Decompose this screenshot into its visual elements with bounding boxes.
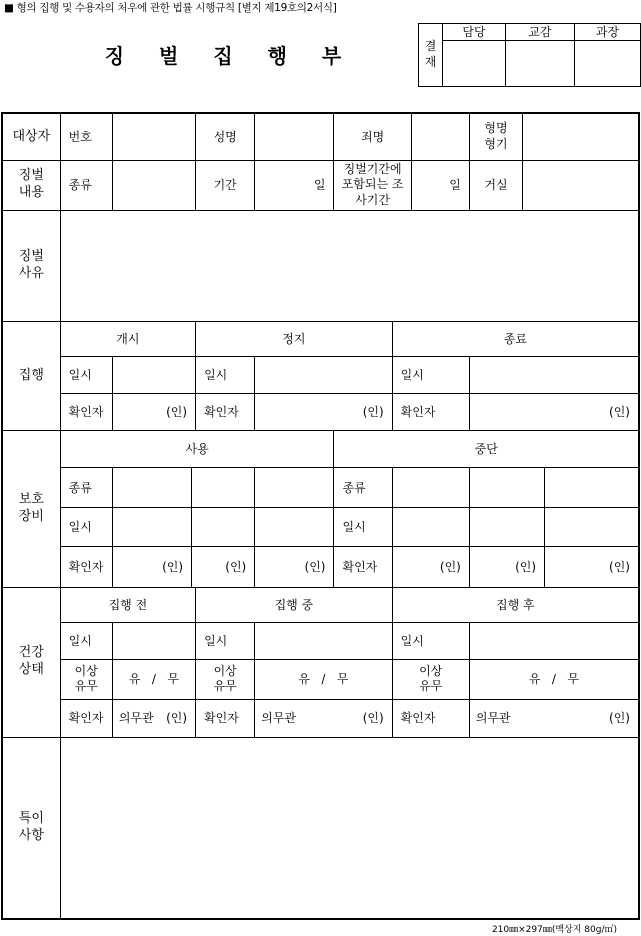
health-col-during: 집행 중	[196, 587, 393, 622]
day-unit-2: 일	[449, 178, 461, 193]
field-number[interactable]	[112, 113, 195, 160]
approval-col-supervisor: 교감	[506, 24, 575, 41]
approval-sign-chief[interactable]	[575, 41, 641, 87]
form-caption: ■ 형의 집행 및 수용자의 처우에 관한 법률 시행규칙 [별지 제19호의2서식]	[4, 2, 337, 14]
prot-use-datetime-2[interactable]	[192, 508, 255, 547]
health-after-datetime[interactable]	[469, 622, 639, 659]
prot-stop-datetime-2[interactable]	[469, 508, 544, 547]
approval-sign-staff[interactable]	[443, 41, 506, 87]
health-before-datetime-label: 일시	[60, 622, 112, 659]
health-after-abnormal-label: 이상 유무	[392, 659, 469, 699]
prot-use-confirmer-1[interactable]	[112, 547, 191, 587]
field-remarks[interactable]	[60, 737, 639, 919]
exec-end-confirmer[interactable]	[469, 394, 639, 431]
day-unit: 일	[313, 178, 326, 193]
seal-mark: (인)	[609, 711, 630, 726]
section-remarks: 특이 사항	[2, 737, 60, 919]
prot-col-stop: 중단	[334, 431, 639, 468]
seal-mark: (인)	[609, 559, 630, 574]
label-included-period: 징벌기간에 포함되는 조 사기간	[334, 160, 411, 210]
prot-use-datetime-1[interactable]	[112, 508, 191, 547]
label-sentence: 형명 형기	[469, 113, 522, 160]
prot-use-type-label: 종류	[60, 468, 112, 508]
field-sentence[interactable]	[523, 113, 639, 160]
exec-suspend-datetime-label: 일시	[196, 357, 255, 394]
exec-end-confirmer-label: 확인자	[392, 394, 469, 431]
prot-use-datetime-label: 일시	[60, 508, 112, 547]
health-before-confirmer-label: 확인자	[60, 699, 112, 737]
prot-stop-type-2[interactable]	[469, 468, 544, 508]
exec-start-confirmer[interactable]	[112, 394, 195, 431]
prot-use-confirmer-2[interactable]	[192, 547, 255, 587]
health-before-yes-no[interactable]: 유 / 무	[112, 659, 195, 699]
execution-record-table	[1, 112, 640, 920]
seal-mark: (인)	[162, 559, 184, 574]
exec-col-start: 개시	[60, 321, 195, 356]
exec-suspend-datetime[interactable]	[255, 357, 392, 394]
section-health: 건강 상태	[2, 587, 60, 737]
exec-end-datetime[interactable]	[469, 357, 639, 394]
health-during-datetime[interactable]	[255, 622, 392, 659]
health-before-confirmer[interactable]	[112, 699, 195, 737]
prot-use-confirmer-3[interactable]	[255, 547, 334, 587]
prot-stop-confirmer-label: 확인자	[334, 547, 392, 587]
label-crime: 죄명	[334, 113, 411, 160]
health-during-confirmer[interactable]	[255, 699, 392, 737]
approval-col-chief: 과장	[575, 24, 641, 41]
seal-mark: (인)	[609, 405, 630, 420]
label-room: 거실	[469, 160, 522, 210]
seal-mark: (인)	[166, 711, 188, 726]
exec-col-suspend: 정지	[196, 321, 393, 356]
exec-start-datetime[interactable]	[112, 357, 195, 394]
section-execution: 집행	[2, 321, 60, 430]
section-discipline: 징벌 내용	[2, 160, 60, 210]
prot-use-type-1[interactable]	[112, 468, 191, 508]
seal-mark: (인)	[362, 405, 384, 420]
label-discipline-type: 종류	[60, 160, 112, 210]
field-period[interactable]	[255, 160, 334, 210]
field-discipline-type[interactable]	[112, 160, 195, 210]
field-reason[interactable]	[60, 210, 639, 321]
field-name[interactable]	[255, 113, 334, 160]
seal-mark: (인)	[304, 559, 326, 574]
seal-mark: (인)	[225, 559, 247, 574]
doctor-label: 의무관	[118, 711, 154, 726]
prot-stop-type-1[interactable]	[392, 468, 469, 508]
prot-use-datetime-3[interactable]	[255, 508, 334, 547]
approval-label: 결 재	[419, 24, 443, 87]
health-after-confirmer[interactable]	[469, 699, 639, 737]
section-protective: 보호 장비	[2, 431, 60, 587]
health-during-yes-no[interactable]: 유 / 무	[255, 659, 392, 699]
exec-start-confirmer-label: 확인자	[60, 394, 112, 431]
health-during-confirmer-label: 확인자	[196, 699, 255, 737]
seal-mark: (인)	[166, 405, 188, 420]
field-included-period[interactable]	[411, 160, 469, 210]
exec-suspend-confirmer-label: 확인자	[196, 394, 255, 431]
health-before-abnormal-label: 이상 유무	[60, 659, 112, 699]
prot-stop-datetime-1[interactable]	[392, 508, 469, 547]
prot-stop-datetime-3[interactable]	[545, 508, 639, 547]
health-col-after: 집행 후	[392, 587, 639, 622]
exec-suspend-confirmer[interactable]	[255, 394, 392, 431]
health-during-abnormal-label: 이상 유무	[196, 659, 255, 699]
exec-col-end: 종료	[392, 321, 639, 356]
health-col-before: 집행 전	[60, 587, 195, 622]
exec-start-datetime-label: 일시	[60, 357, 112, 394]
prot-stop-type-label: 종류	[334, 468, 392, 508]
section-reason: 징벌 사유	[2, 210, 60, 321]
health-during-datetime-label: 일시	[196, 622, 255, 659]
prot-use-type-2[interactable]	[192, 468, 255, 508]
doctor-label: 의무관	[261, 711, 297, 726]
prot-use-confirmer-label: 확인자	[60, 547, 112, 587]
section-subject: 대상자	[2, 113, 60, 160]
health-after-datetime-label: 일시	[392, 622, 469, 659]
exec-end-datetime-label: 일시	[392, 357, 469, 394]
doctor-label: 의무관	[475, 711, 511, 726]
paper-spec: 210㎜×297㎜(백상지 80g/㎡)	[491, 925, 617, 935]
field-room[interactable]	[523, 160, 639, 210]
prot-stop-confirmer-3[interactable]	[545, 547, 639, 587]
page-title: 징 벌 집 행 부	[104, 44, 356, 68]
health-after-confirmer-label: 확인자	[392, 699, 469, 737]
prot-col-use: 사용	[60, 431, 334, 468]
prot-use-type-3[interactable]	[255, 468, 334, 508]
prot-stop-confirmer-2[interactable]	[469, 547, 544, 587]
health-before-datetime[interactable]	[112, 622, 195, 659]
approval-sign-supervisor[interactable]	[506, 41, 575, 87]
health-after-yes-no[interactable]: 유 / 무	[469, 659, 639, 699]
label-period: 기간	[196, 160, 255, 210]
approval-col-staff: 담당	[443, 24, 506, 41]
field-crime[interactable]	[411, 113, 469, 160]
seal-mark: (인)	[439, 559, 461, 574]
seal-mark: (인)	[362, 711, 384, 726]
prot-stop-type-3[interactable]	[545, 468, 639, 508]
label-number: 번호	[60, 113, 112, 160]
seal-mark: (인)	[515, 559, 537, 574]
prot-stop-confirmer-1[interactable]	[392, 547, 469, 587]
label-name: 성명	[196, 113, 255, 160]
prot-stop-datetime-label: 일시	[334, 508, 392, 547]
approval-box	[418, 23, 641, 87]
